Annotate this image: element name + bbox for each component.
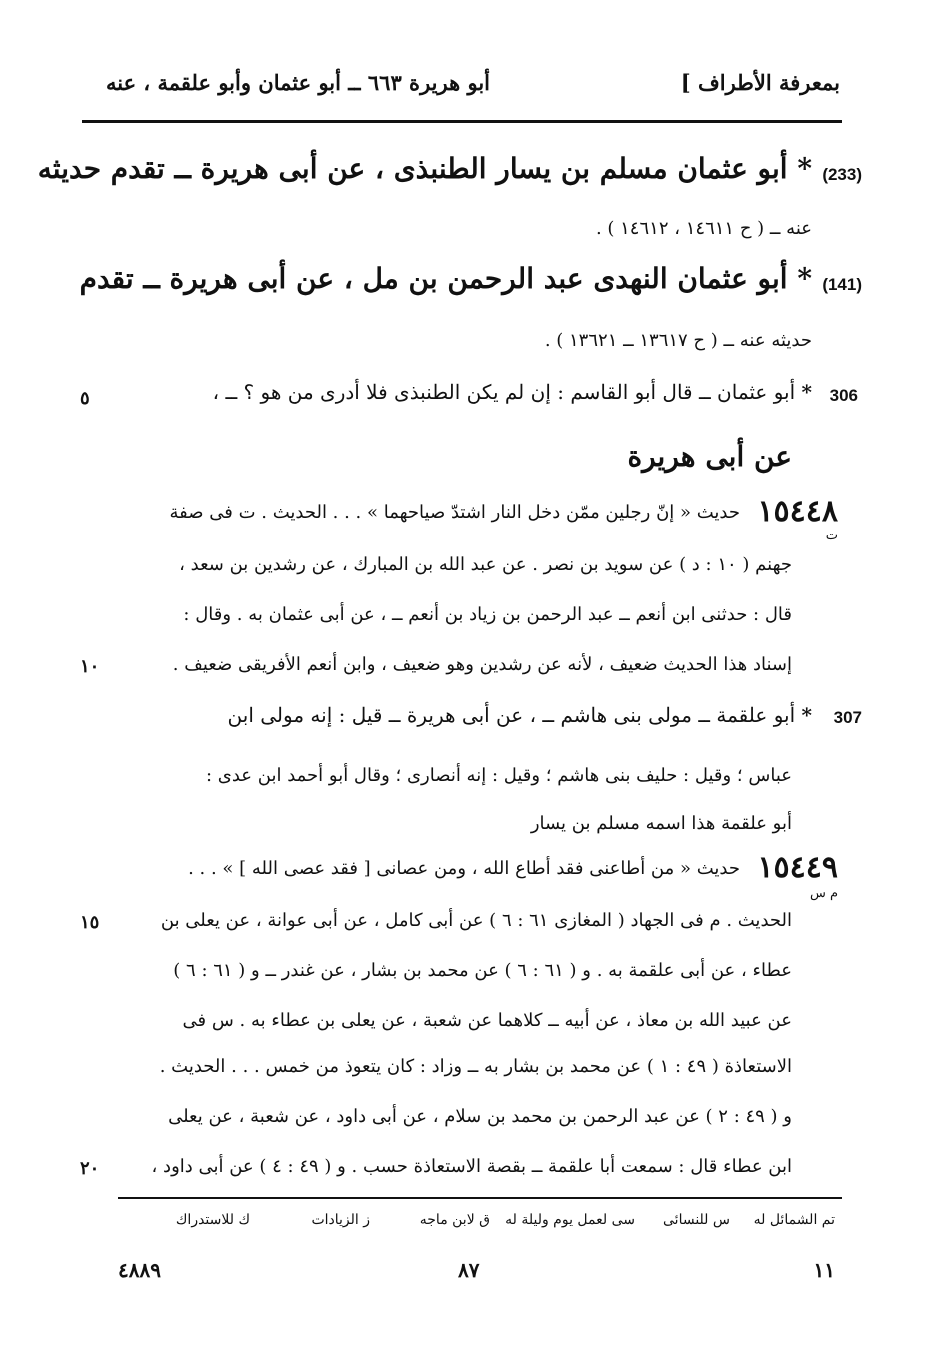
entry-heading <box>213 380 812 404</box>
star-marker: * <box>797 152 812 185</box>
hadith-line: الاستعاذة ( ٤٩ : ١ ) عن محمد بن بشار به ــ وزاد : كان يتعوذ من خمس . . . الحديث . <box>159 1056 792 1077</box>
entry-continuation: حديثه عنه ــ ( ح ١٣٦١٧ ــ ١٣٦٢١ ) . <box>544 330 812 351</box>
entry-number: (141) <box>822 275 862 294</box>
abbreviation-item: تم الشمائل له <box>753 1212 835 1228</box>
entry-number: 307 <box>833 708 862 727</box>
line-margin-number: ١٥ <box>80 912 100 933</box>
hadith-line: حديث « من أطاعنى فقد أطاع الله ، ومن عصانى [ فقد عصى الله ] » . . . <box>188 858 740 879</box>
star-marker: * <box>801 703 812 727</box>
entry-heading <box>38 152 812 185</box>
hadith-side-mark: م س <box>809 886 838 901</box>
line-margin-number: ١٠ <box>80 656 100 677</box>
hadith-line: و ( ٤٩ : ٢ ) عن عبد الرحمن بن محمد بن سلام ، عن أبى داود ، عن شعبة ، عن يعلى <box>168 1106 792 1127</box>
footer-rule <box>118 1197 842 1199</box>
header-rule <box>82 120 842 123</box>
entry-heading-text: أبو عثمان ــ قال أبو القاسم : إن لم يكن الطنبذى فلا أدرى من هو ؟ ــ ، <box>212 380 796 404</box>
hadith-line: حديث « إنّ رجلين ممّن دخل النار اشتدّ صياحهما » . . . الحديث . ت فى صفة <box>169 502 740 523</box>
hadith-line: عطاء ، عن أبى علقمة به . و ( ٦١ : ٦ ) عن محمد بن بشار ، عن غندر ــ و ( ٦١ : ٦ ) <box>173 960 792 981</box>
entry-heading <box>228 703 812 727</box>
page-number: ٨٧ <box>458 1258 480 1282</box>
entry-heading-text: أبو علقمة ــ مولى بنى هاشم ــ ، عن أبى هريرة ــ قيل : إنه مولى ابن <box>227 703 796 727</box>
entry-continuation: عنه ــ ( ح ١٤٦١١ ، ١٤٦١٢ ) . <box>595 218 812 239</box>
entry-heading-text: أبو عثمان مسلم بن يسار الطنبذى ، عن أبى هريرة ــ تقدم حديثه <box>37 152 788 185</box>
line-margin-number: ٢٠ <box>80 1158 100 1179</box>
page-number-running: ٤٨٨٩ <box>118 1258 161 1282</box>
star-marker: * <box>801 380 812 404</box>
hadith-line: قال : حدثنى ابن أنعم ــ عبد الرحمن بن زياد بن أنعم ــ ، عن أبى عثمان به . وقال : <box>183 604 792 625</box>
page-number-volume: ١١ <box>813 1258 835 1282</box>
header-section-title: أبو هريرة ٦٦٣ ــ أبو عثمان وأبو علقمة ، عنه <box>105 70 490 95</box>
entry-line: عباس ؛ وقيل : حليف بنى هاشم ؛ وقيل : إنه أنصارى ؛ وقال أبو أحمد ابن عدى : <box>205 765 792 786</box>
hadith-line: الحديث . م فى الجهاد ( المغازى ٦١ : ٦ ) عن أبى كامل ، عن أبى عوانة ، عن يعلى بن <box>160 910 792 931</box>
star-marker: * <box>797 262 812 295</box>
abbreviation-item: ز الزيادات <box>311 1212 370 1228</box>
hadith-line: ابن عطاء قال : سمعت أبا علقمة ــ بقصة الاستعاذة حسب . و ( ٤٩ : ٤ ) عن أبى داود ، <box>151 1156 792 1177</box>
hadith-line: إسناد هذا الحديث ضعيف ، لأنه عن رشدين وهو ضعيف ، وابن أنعم الأفريقى ضعيف . <box>172 654 792 675</box>
entry-number: 306 <box>829 386 858 405</box>
hadith-side-mark: ت <box>825 528 838 543</box>
entry-subheading: عن أبى هريرة <box>627 440 792 473</box>
hadith-line: جهنم ( ١٠ : د ) عن سويد بن نصر . عن عبد الله بن المبارك ، عن رشدين بن سعد ، <box>179 554 792 575</box>
hadith-line: عن عبيد الله بن معاذ ، عن أبيه ــ كلاهما عن شعبة ، عن يعلى بن عطاء به . س فى <box>182 1010 792 1031</box>
line-margin-number: ٥ <box>80 388 90 409</box>
abbreviation-item: ق لابن ماجه <box>419 1212 490 1228</box>
entry-line: أبو علقمة هذا اسمه مسلم بن يسار <box>530 813 792 834</box>
hadith-number: ١٥٤٤٩ <box>757 851 838 884</box>
entry-heading <box>80 262 812 295</box>
entry-heading-text: أبو عثمان النهدى عبد الرحمن بن مل ، عن أبى هريرة ــ تقدم <box>79 262 788 295</box>
entry-number: (233) <box>822 165 862 184</box>
abbreviation-item: سى لعمل يوم وليلة له <box>505 1212 635 1228</box>
header-book-title: بمعرفة الأطراف ] <box>680 70 840 95</box>
hadith-number: ١٥٤٤٨ <box>757 495 838 528</box>
abbreviation-item: ك للاستدراك <box>175 1212 250 1228</box>
abbreviation-item: س للنسائى <box>663 1212 730 1228</box>
